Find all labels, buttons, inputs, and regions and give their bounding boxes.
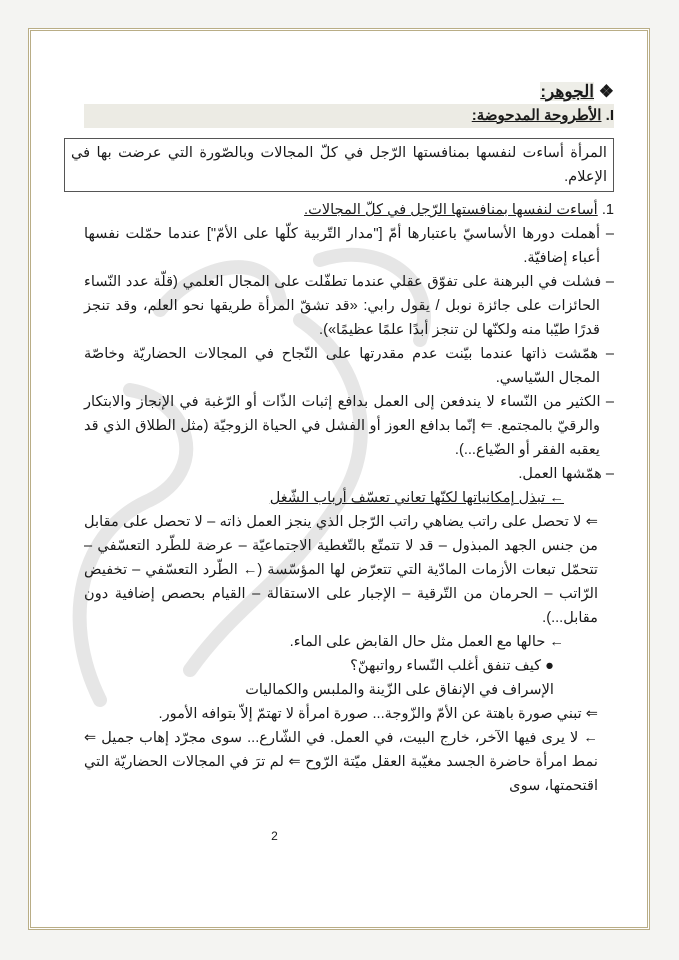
question-bullet: ● كيف تنفق أغلب النّساء رواتبهنّ؟ (350, 658, 554, 674)
arrow-block: ⇐ لا تحصل على راتب يضاهي راتب الرّجل الذي ينجز العمل ذاته – لا تحصل على مقابل من جنس الجهد المبذول – قد لا تتمتّع بالتّغطية الاجتماعيّة – عرضة للطّرد التعسّفي – تتحمّل تبعات الأزمات المادّية التي تتعرّض لها المؤسّسة (← الطّرد التعسّفي – تخفيض الرّاتب – الحرمان من التّرقية – الإجبار على الاستقالة – القيام بحصص إضافية دون مقابل...). (84, 514, 598, 626)
subsection-title: الأطروحة المدحوضة: (471, 107, 602, 124)
dash-item: – أهملت دورها الأساسيّ باعتبارها أمّ ["مدار التّربية كلّها على الأمّ"] عندما حمّلت نفسها أعباء إضافيّة. (84, 226, 614, 266)
image-line: ⇐ تبني صورة باهتة عن الأمّ والزّوجة... صورة امرأة لا تهتمّ إلاّ بتوافه الأمور. (158, 706, 598, 722)
subsection-number: I. (605, 107, 614, 124)
point-heading (84, 198, 614, 222)
thesis-box: المرأة أساءت لنفسها بمنافستها الرّجل في كلّ المجالات وبالصّورة التي عرضت بها في الإعلام. (64, 138, 614, 192)
point-number: 1. (601, 202, 614, 218)
arrow-heading-text: ← تبذل إمكانياتها لكنّها تعاني تعسّف أرباب الشّغل (269, 490, 564, 506)
dash-item: – همّشت ذاتها عندما بيّنت عدم مقدرتها على النّجاح في المجالات الحضاريّة وخاصّة المجال السّياسي. (84, 346, 614, 386)
dash-item: – فشلت في البرهنة على تفوّق عقلي عندما تطفّلت على المجال العلمي (قلّة عدد النّساء الحائزات على جائزة نوبل / يقول رابي: «قد تشقّ المرأة طريقها نحو العلم، وقد تنجز قدرًا طيّبا منه ولكنّها لن تنجز أبدًا علمًا عظيمًا»). (84, 274, 614, 338)
arrow-heading (84, 486, 614, 510)
dash-item: – الكثير من النّساء لا يندفعن إلى العمل بدافع إثبات الذّات أو الرّغبة في الإنجاز والابتكار والرقيّ بالمجتمع. ⇐ إنّما بدافع العوز أو الفشل في الحياة الزوجيّة (مثل الطلاق الذي قد يعقبه الفقر أو الضّياع...). (84, 394, 614, 458)
section-heading (84, 80, 614, 104)
answer-line: الإسراف في الإنفاق على الزّينة والملبس والكماليات (245, 682, 554, 698)
document-body (71, 80, 614, 848)
heading-title: الجوهر: (540, 82, 595, 101)
arrow-water: ← حالها مع العمل مثل حال القابض على الماء. (289, 634, 564, 650)
question-text: كيف تنفق أغلب النّساء رواتبهنّ؟ (350, 658, 542, 674)
point-title: أساءت لنفسها بمنافستها الرّجل في كلّ المجالات. (304, 202, 598, 218)
dash-item: – همّشها العمل. (518, 466, 614, 482)
subsection-heading (84, 104, 614, 128)
last-paragraph: ← لا يرى فيها الآخر، خارج البيت، في العمل. في الشّارع... سوى مجرّد إهاب جميل ⇐ نمط امرأة حاضرة الجسد مغيّبة العقل ميّتة الرّوح ⇐ لم ترَ في المجالات الحضاريّة التي اقتحمتها، سوى (84, 730, 598, 794)
page-number: 2 (271, 829, 278, 843)
diamond-bullet-icon: ❖ (598, 82, 614, 101)
